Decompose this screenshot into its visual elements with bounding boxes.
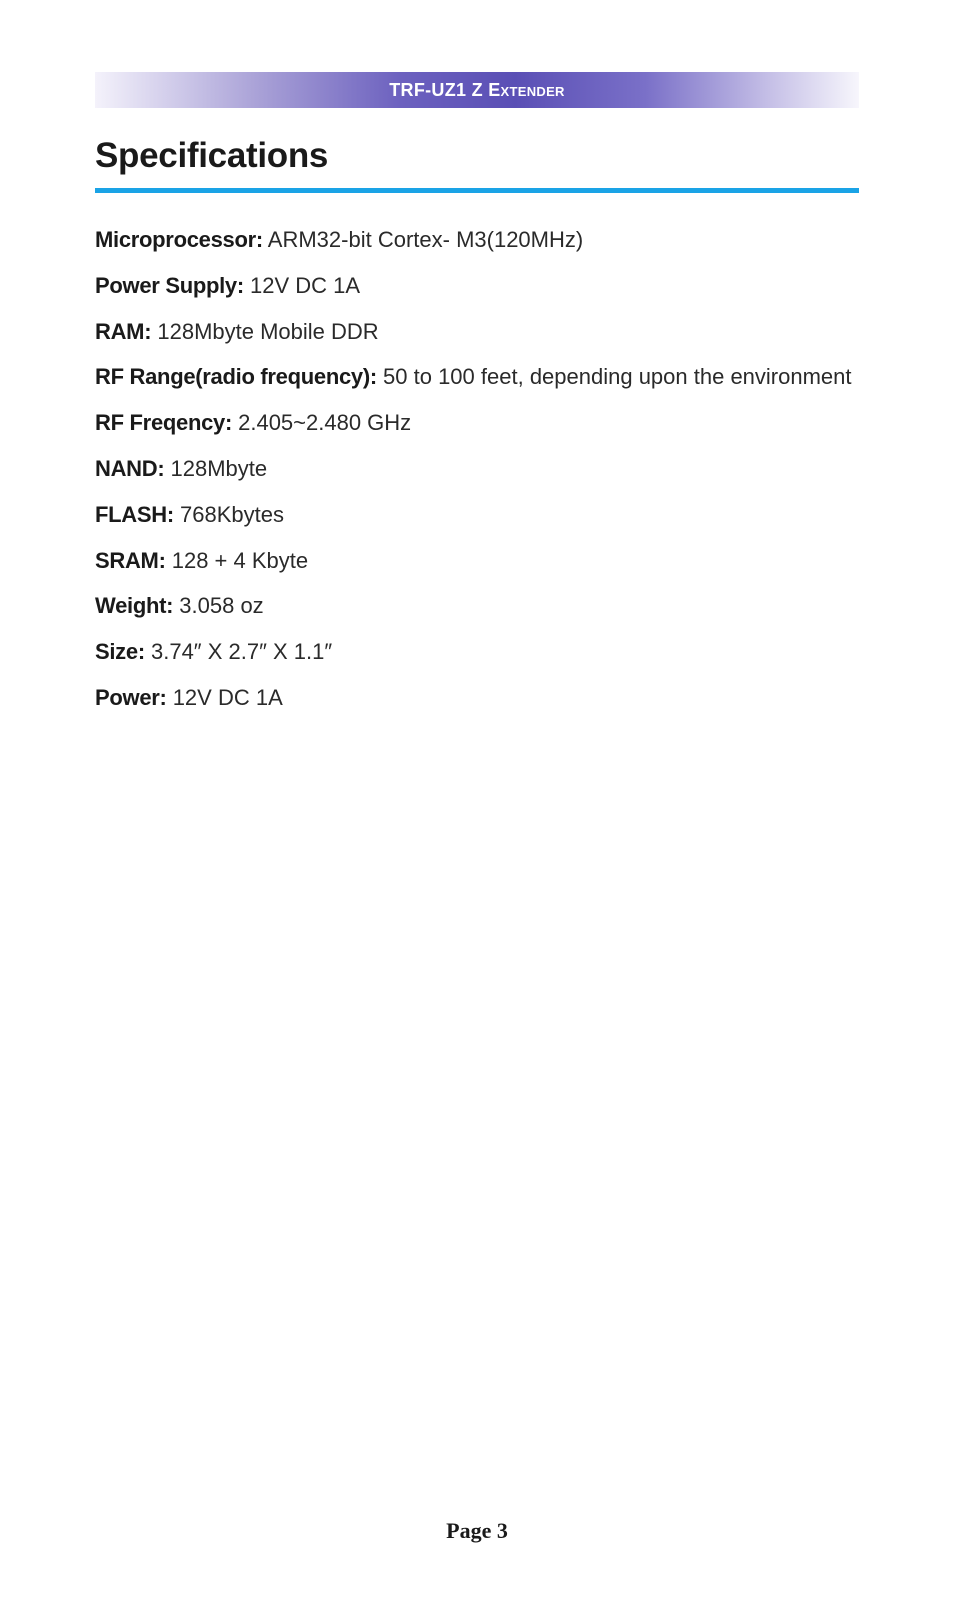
- page-title: Specifications: [95, 136, 329, 175]
- spec-item-weight: [95, 592, 895, 638]
- spec-item-ram: [95, 318, 895, 364]
- header-band: [95, 72, 859, 108]
- spec-item-power-supply: [95, 272, 895, 318]
- spec-item-size: [95, 638, 895, 684]
- spec-value: 12V DC 1A: [172, 684, 283, 710]
- spec-list: [95, 226, 895, 730]
- spec-item-power: [95, 684, 895, 730]
- spec-label: Power:: [95, 684, 167, 710]
- spec-value: 3.74″ X 2.7″ X 1.1″: [150, 639, 333, 665]
- spec-value: 128 + 4 Kbyte: [171, 547, 309, 573]
- spec-label: Microprocessor:: [95, 227, 263, 252]
- spec-label: RAM:: [95, 318, 152, 344]
- spec-label: NAND:: [95, 455, 165, 481]
- spec-item-flash: [95, 501, 895, 547]
- spec-label: RF Range(radio frequency):: [95, 364, 377, 390]
- spec-label: Weight:: [95, 593, 174, 619]
- spec-label: Power Supply:: [95, 272, 244, 298]
- spec-value: 128Mbyte: [170, 455, 268, 481]
- spec-item-rf-frequency: [95, 409, 895, 455]
- spec-value: 50 to 100 feet, depending upon the environment: [383, 364, 852, 390]
- spec-label: RF Freqency:: [95, 410, 232, 436]
- spec-label: FLASH:: [95, 501, 174, 527]
- header-title: TRF-UZ1 Z Extender: [389, 79, 565, 100]
- spec-value: 128Mbyte Mobile DDR: [157, 318, 379, 344]
- spec-item-microprocessor: [95, 226, 895, 272]
- spec-value: 768Kbytes: [179, 501, 284, 527]
- spec-label: SRAM:: [95, 547, 166, 573]
- spec-item-sram: [95, 547, 895, 593]
- spec-value: 2.405~2.480 GHz: [238, 410, 412, 436]
- spec-item-nand: [95, 455, 895, 501]
- spec-item-rf-range: [95, 363, 895, 409]
- spec-label: Size:: [95, 639, 145, 665]
- spec-value: 3.058 oz: [179, 593, 264, 619]
- page-number: Page 3: [446, 1518, 508, 1543]
- spec-value: ARM32-bit Cortex- M3(120MHz): [267, 227, 584, 252]
- title-rule: [95, 188, 859, 193]
- spec-value: 12V DC 1A: [250, 272, 361, 298]
